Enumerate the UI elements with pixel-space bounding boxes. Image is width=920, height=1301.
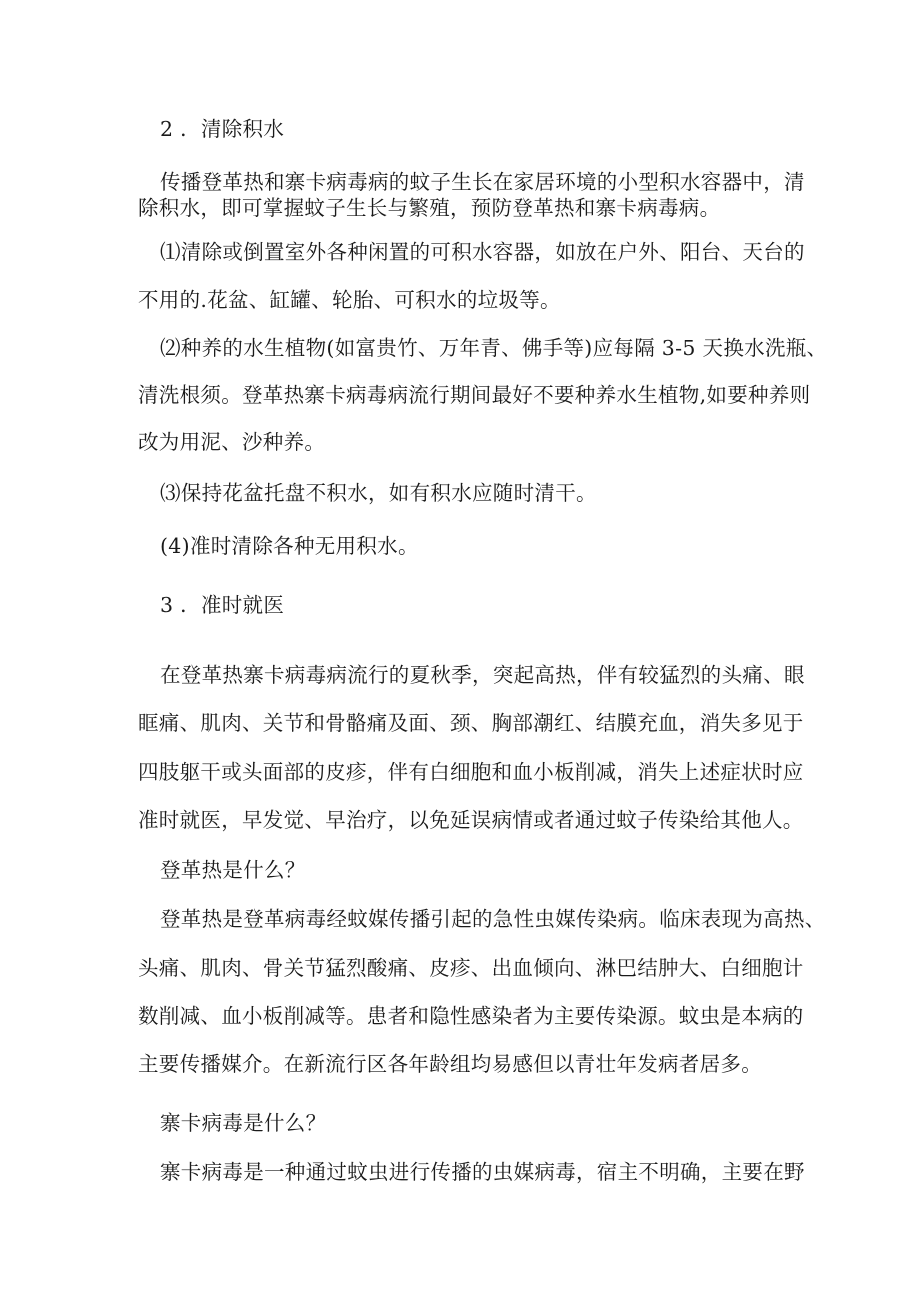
section-heading-clear-water: 2 ．清除积水 bbox=[160, 117, 285, 141]
list-item-line: (4)准时清除各种无用积水。 bbox=[160, 534, 419, 558]
list-item-line: 清洗根须。登革热寨卡病毒病流行期间最好不要种养水生植物,如要种养则 bbox=[138, 383, 811, 407]
list-item-line: ⑵种养的水生植物(如富贵竹、万年青、佛手等)应每隔 3-5 天换水洗瓶、 bbox=[160, 336, 828, 360]
list-item-line: 改为用泥、沙种养。 bbox=[138, 430, 326, 454]
question-heading: 寨卡病毒是什么？ bbox=[160, 1111, 327, 1135]
list-item-line: ⑶保持花盆托盘不积水，如有积水应随时清干。 bbox=[160, 481, 597, 505]
section-heading-see-doctor: 3 ．准时就医 bbox=[160, 593, 285, 617]
paragraph-line: 数削减、血小板削减等。患者和隐性感染者为主要传染源。蚊虫是本病的 bbox=[138, 1004, 804, 1028]
paragraph-line: 传播登革热和寨卡病毒病的蚊子生长在家居环境的小型积水容器中，清 bbox=[160, 170, 805, 194]
question-heading: 登革热是什么？ bbox=[160, 858, 306, 882]
paragraph-line: 登革热是登革病毒经蚊媒传播引起的急性虫媒传染病。临床表现为高热、 bbox=[160, 907, 826, 931]
list-item-line: 不用的.花盆、缸罐、轮胎、可积水的垃圾等。 bbox=[138, 288, 561, 312]
list-item-line: ⑴清除或倒置室外各种闲置的可积水容器，如放在户外、阳台、天台的 bbox=[160, 240, 805, 264]
paragraph-line: 在登革热寨卡病毒病流行的夏秋季，突起高热，伴有较猛烈的头痛、眼 bbox=[160, 663, 805, 687]
paragraph-line: 四肢躯干或头面部的皮疹，伴有白细胞和血小板削减，消失上述症状时应 bbox=[138, 760, 804, 784]
paragraph-line: 主要传播媒介。在新流行区各年龄组均易感但以青壮年发病者居多。 bbox=[138, 1052, 762, 1076]
paragraph-line: 准时就医，早发觉、早治疗，以免延误病情或者通过蚊子传染给其他人。 bbox=[138, 808, 804, 832]
paragraph-line: 除积水，即可掌握蚊子生长与繁殖，预防登革热和寨卡病毒病。 bbox=[138, 196, 721, 220]
paragraph-line: 寨卡病毒是一种通过蚊虫进行传播的虫媒病毒，宿主不明确，主要在野 bbox=[160, 1160, 805, 1184]
paragraph-line: 头痛、肌肉、骨关节猛烈酸痛、皮疹、出血倾向、淋巴结肿大、白细胞计 bbox=[138, 956, 804, 980]
paragraph-line: 眶痛、肌肉、关节和骨骼痛及面、颈、胸部潮红、结膜充血，消失多见于 bbox=[138, 711, 804, 735]
